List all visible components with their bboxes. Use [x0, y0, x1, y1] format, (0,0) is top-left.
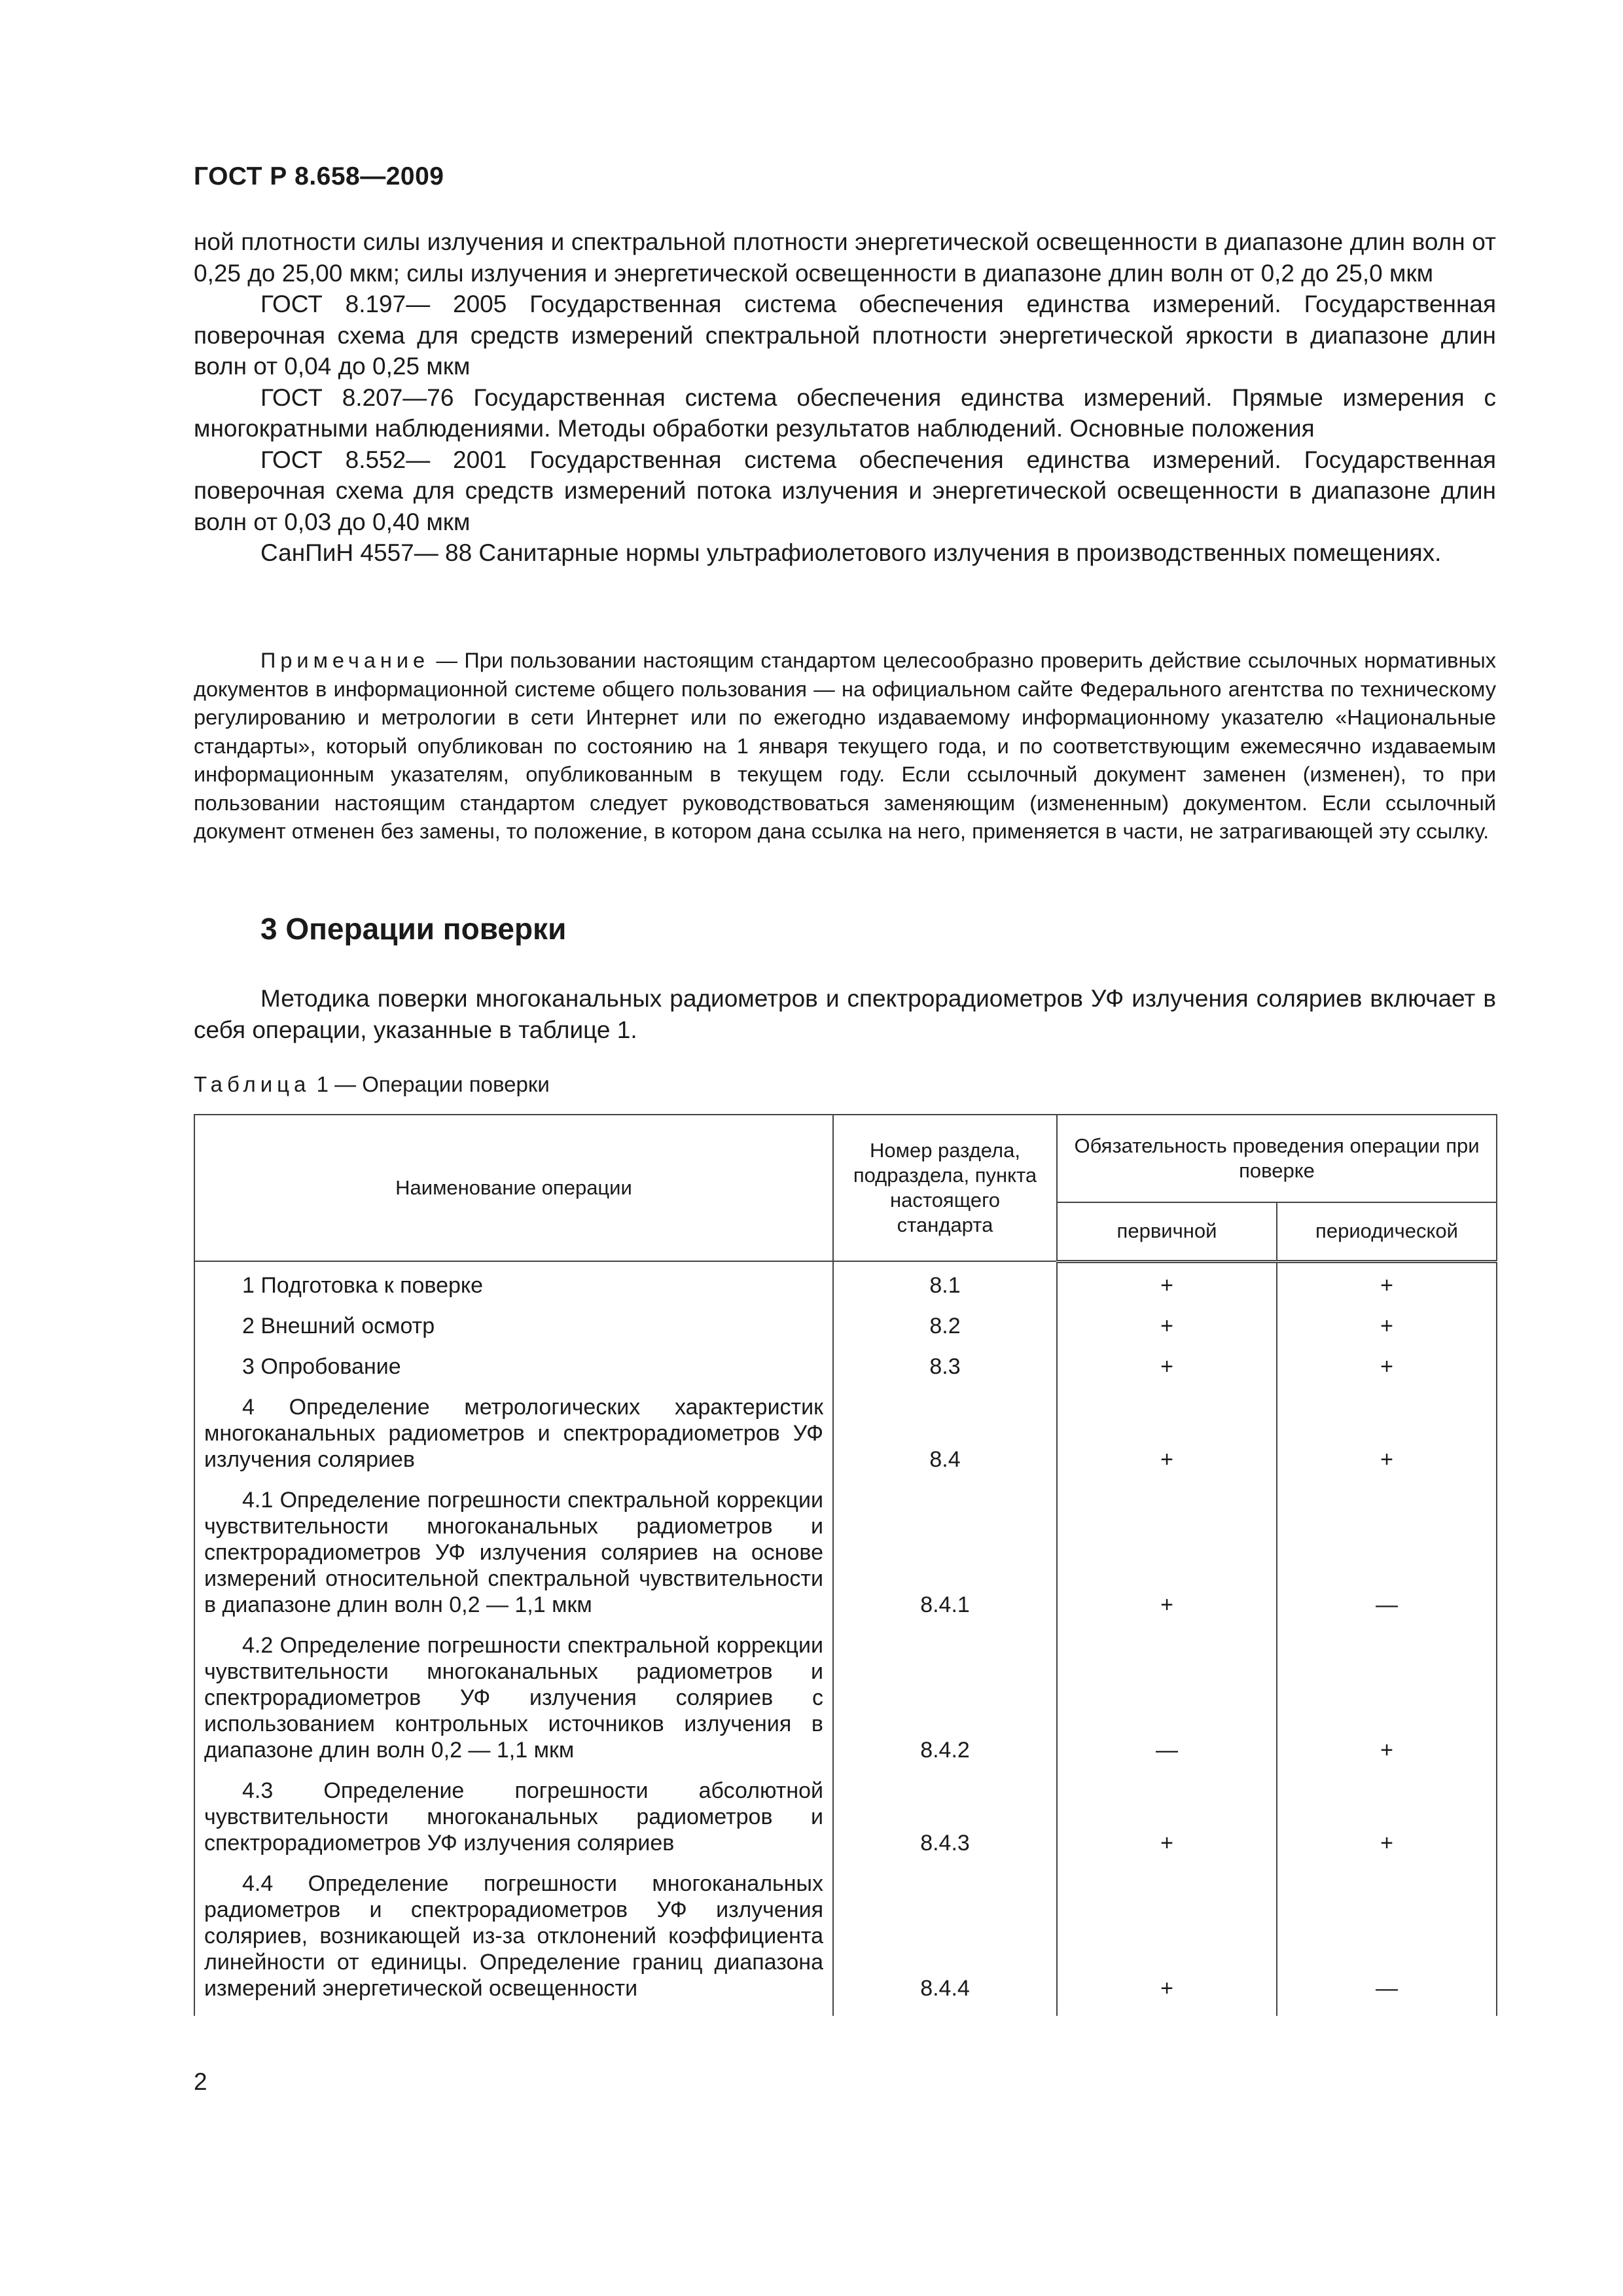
table-row: [194, 1354, 1497, 1394]
intro-paragraph: Методика поверки многоканальных радиометров и спектрорадиометров УФ излучения соляриев включает в себя операции, указанные в таблице 1.: [194, 985, 1496, 1043]
header-name: Наименование операции: [194, 1115, 833, 1261]
primary-mark: +: [1057, 1871, 1277, 2016]
primary-mark: +: [1057, 1487, 1277, 1632]
section-intro: [194, 983, 1496, 1046]
section-number: 8.4.1: [833, 1487, 1057, 1632]
note-label: Примечание: [260, 649, 430, 672]
section-number: 8.4.4: [833, 1871, 1057, 2016]
section-number: 8.4.3: [833, 1778, 1057, 1871]
paragraph: ГОСТ 8.552— 2001 Государственная система обеспечения единства измерений. Государственная поверочная схема для средств измерений потока излучения и энергетической освещенности в диапазоне длин волн от 0,03 до 0,40 мкм: [194, 446, 1496, 535]
primary-mark: +: [1057, 1261, 1277, 1313]
periodic-mark: +: [1277, 1354, 1497, 1394]
primary-mark: +: [1057, 1778, 1277, 1871]
operation-name: 3 Опробование: [242, 1354, 401, 1379]
periodic-mark: —: [1277, 1487, 1497, 1632]
paragraph: СанПиН 4557— 88 Санитарные нормы ультрафиолетового излучения в производственных помещениях.: [260, 539, 1442, 566]
operation-name: 4 Определение метрологических характеристик многоканальных радиометров и спектрорадиометров УФ излучения соляриев: [204, 1394, 823, 1472]
operation-name: 2 Внешний осмотр: [242, 1313, 435, 1338]
section-number: 8.2: [833, 1313, 1057, 1354]
header-primary: первичной: [1057, 1202, 1277, 1261]
section-number: 8.4: [833, 1394, 1057, 1487]
operations-table: [194, 1114, 1497, 2016]
table-row: [194, 1261, 1497, 1313]
periodic-mark: +: [1277, 1778, 1497, 1871]
periodic-mark: —: [1277, 1871, 1497, 2016]
periodic-mark: +: [1277, 1632, 1497, 1778]
note-text: — При пользовании настоящим стандартом целесообразно проверить действие ссылочных нормативных документов в информационной системе общего пользования — на официальном сайте Федерального агентства по техническому регулированию и метрологии в сети Интернет или по ежегодно издаваемому информационному указателю «Национальные стандарты», который опубликован по состоянию на 1 января текущего года, и по соответствующим ежемесячно издаваемым информационным указателям, опубликованным в текущем году. Если ссылочный документ заменен (изменен), то при пользовании настоящим стандартом следует руководствоваться заменяющим (измененным) документом. Если ссылочный документ отменен без замены, то положение, в котором дана ссылка на него, применяется в части, не затрагивающей эту ссылку.: [194, 649, 1496, 843]
table-row: [194, 1313, 1497, 1354]
primary-mark: —: [1057, 1632, 1277, 1778]
table-row: [194, 1871, 1497, 2016]
primary-mark: +: [1057, 1394, 1277, 1487]
operation-name: 1 Подготовка к поверке: [242, 1272, 484, 1298]
table-caption-label: Таблица: [194, 1072, 311, 1096]
periodic-mark: +: [1277, 1394, 1497, 1487]
paragraph: ГОСТ 8.207—76 Государственная система обеспечения единства измерений. Прямые измерения с многократными наблюдениями. Методы обработки результатов наблюдений. Основные положения: [194, 384, 1496, 442]
periodic-mark: +: [1277, 1261, 1497, 1313]
operation-name: 4.1 Определение погрешности спектральной коррекции чувствительности многоканальных радиометров и спектрорадиометров УФ излучения соляриев на основе измерений относительной спектральной чувствительности в диапазоне длин волн 0,2 — 1,1 мкм: [204, 1487, 823, 1617]
header-number: Номер раздела, подраздела, пункта настоящего стандарта: [833, 1115, 1057, 1261]
paragraph: ГОСТ 8.197— 2005 Государственная система обеспечения единства измерений. Государственная поверочная схема для средств измерений спектральной плотности энергетической яркости в диапазоне длин волн от 0,04 до 0,25 мкм: [194, 291, 1496, 380]
section-title: 3 Операции поверки: [260, 912, 567, 946]
references-continuation: [194, 226, 1496, 569]
operation-name: 4.3 Определение погрешности абсолютной чувствительности многоканальных радиометров и спектрорадиометров УФ излучения соляриев: [204, 1778, 823, 1856]
page-number: 2: [194, 2068, 207, 2095]
header-mandatory: Обязательность проведения операции при поверке: [1057, 1115, 1497, 1202]
section-number: 8.1: [833, 1261, 1057, 1313]
operation-name: 4.2 Определение погрешности спектральной коррекции чувствительности многоканальных радиометров и спектрорадиометров УФ излучения соляриев с использованием контрольных источников излучения в диапазоне длин волн 0,2 — 1,1 мкм: [204, 1632, 823, 1763]
primary-mark: +: [1057, 1354, 1277, 1394]
primary-mark: +: [1057, 1313, 1277, 1354]
section-number: 8.3: [833, 1354, 1057, 1394]
section-number: 8.4.2: [833, 1632, 1057, 1778]
operation-name: 4.4 Определение погрешности многоканальных радиометров и спектрорадиометров УФ излучения соляриев, возникающей из-за отклонений коэффициента линейности от единицы. Определение границ диапазона измерений энергетической освещенности: [204, 1871, 823, 2001]
periodic-mark: +: [1277, 1313, 1497, 1354]
header-periodic: периодической: [1277, 1202, 1497, 1261]
page-header: ГОСТ Р 8.658—2009: [194, 162, 444, 190]
table-row: [194, 1632, 1497, 1778]
table-caption-text: 1 — Операции поверки: [316, 1072, 550, 1096]
table-row: [194, 1778, 1497, 1871]
paragraph: ной плотности силы излучения и спектральной плотности энергетической освещенности в диапазоне длин волн от 0,25 до 25,00 мкм; силы излучения и энергетической освещенности в диапазоне длин волн от 0,2 до 25,0 мкм: [194, 228, 1496, 287]
table-row: [194, 1487, 1497, 1632]
table-caption: [194, 1072, 550, 1097]
note: [194, 647, 1496, 846]
table-row: [194, 1394, 1497, 1487]
